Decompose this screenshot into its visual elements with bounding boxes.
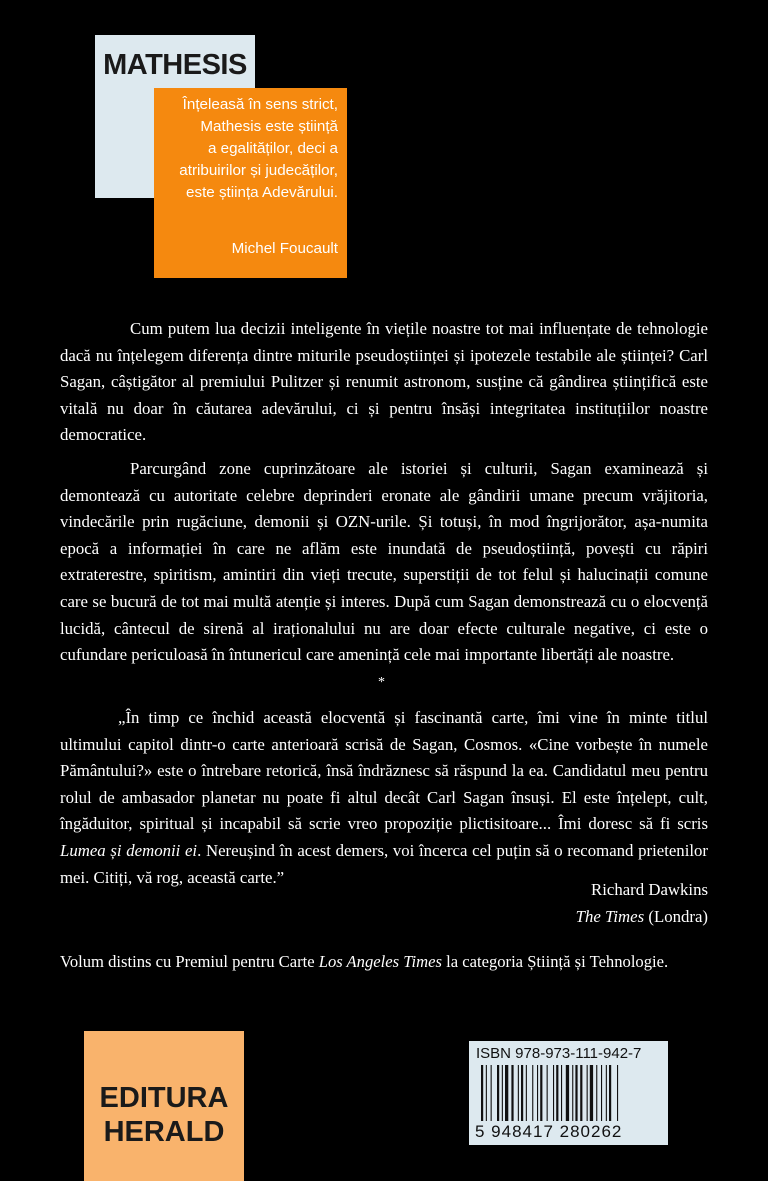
isbn-label: ISBN 978-973-111-942-7 <box>476 1045 642 1062</box>
epigraph-line: a egalităților, deci a <box>207 140 338 157</box>
blurb-paragraph-2-text: Parcurgând zone cuprinzătoare ale istoriei și culturii, Sagan examinează și demontează cu autoritate celebre deprinderi eronate ale gândirii umane precum vrăjitoria, vindecările prin rugăciune, demonii și OZN-urile. Și totuși, în mod îngrijorător, așa-numita epocă a informației în care ne aflăm este inundată de pseudoștiință, povești cu răpiri extraterestre, spiritism, amintiri din vieți trecute, superstiții de tot felul și halucinații comune care se bucură de tot mai multă atenție și interes. După cum Sagan demonstrează cu o elocvență lucidă, cântecul de sirenă al iraționalului nu are doar efecte culturale negative, ci este o cufundare periculoasă în întunericul care amenință cele mai importante libertăți ale noastre. <box>60 459 708 665</box>
barcode-bar <box>537 1065 538 1121</box>
review-author: Richard Dawkins <box>591 880 708 899</box>
series-title: MATHESIS <box>103 49 247 81</box>
review-source-title: The Times <box>575 906 645 926</box>
barcode-bar <box>491 1065 492 1121</box>
review-quote-text <box>60 705 708 891</box>
barcode-bar <box>518 1065 519 1121</box>
review-attribution <box>576 877 708 930</box>
publisher-name-line-1: EDITURA <box>99 1082 229 1114</box>
award-name: Los Angeles Times <box>318 952 442 971</box>
blurb-paragraph-2 <box>60 456 708 669</box>
barcode-bar <box>596 1065 597 1121</box>
barcode-bar <box>511 1065 513 1121</box>
barcode-bar <box>575 1065 577 1121</box>
barcode-bar <box>606 1065 607 1121</box>
barcode-bar <box>580 1065 582 1121</box>
section-separator: * <box>378 675 385 690</box>
epigraph-line: atribuirilor și judecăților, <box>179 162 338 179</box>
barcode-bar <box>521 1065 523 1121</box>
barcode-bar <box>481 1065 483 1121</box>
award-text-after: la categoria Știință și Tehnologie. <box>441 952 669 971</box>
review-quote <box>60 705 708 891</box>
publisher-name <box>84 1081 244 1149</box>
review-text-before: „În timp ce închid această elocventă și fascinantă carte, îmi vine în minte titlul ultimului capitol dintr-o carte anterioară scrisă de Sagan, Cosmos. «Cine vorbește în numele Pământului?» este o întrebare retorică, însă îndrăznesc să răspund la ea. Candidatul meu pentru rolul de ambasador planetar nu poate fi altul decât Carl Sagan însuși. El este înțelept, cult, îngăduitor, spiritual și incapabil să scrie vreo propoziție plictisitoare... Îmi doresc să fi scris <box>60 708 708 834</box>
barcode-bar <box>486 1065 487 1121</box>
blurb-paragraph-1-text: Cum putem lua decizii inteligente în viețile noastre tot mai influențate de tehnologie dacă nu înțelegem diferența dintre miturile pseudoștiinței și ipotezele testabile ale științei? Carl Sagan, câștigător al premiului Pulitzer și renumit astronom, susține că gândirea științifică este vitală nu doar în căutarea adevărului, ci și pentru însăși integritatea instituțiilor noastre democratice. <box>60 319 708 445</box>
publisher-logo <box>84 1031 244 1181</box>
epigraph-line: este știința Adevărului. <box>186 184 338 201</box>
barcode-bar <box>553 1065 554 1121</box>
barcode-bar <box>502 1065 503 1121</box>
barcode-bar <box>572 1065 573 1121</box>
barcode-bar <box>547 1065 548 1121</box>
review-source-location: (Londra) <box>644 906 708 926</box>
barcode-box <box>469 1041 668 1145</box>
barcode-bar <box>497 1065 499 1121</box>
barcode-bars <box>481 1065 661 1121</box>
review-book-title: Lumea și demonii ei <box>60 840 198 860</box>
barcode-bar <box>601 1065 602 1121</box>
barcode-bar <box>587 1065 588 1121</box>
barcode-bar <box>540 1065 542 1121</box>
blurb-paragraph-1 <box>60 316 708 449</box>
barcode-bar <box>609 1065 611 1121</box>
award-line <box>60 952 668 972</box>
award-text-before: Volum distins cu Premiul pentru Carte <box>60 952 319 971</box>
barcode-bar <box>526 1065 527 1121</box>
epigraph-text <box>158 94 338 204</box>
barcode-bar <box>617 1065 618 1121</box>
barcode-number: 5 948417 280262 <box>475 1122 623 1141</box>
review-source <box>576 904 708 931</box>
epigraph-author: Michel Foucault <box>231 240 338 257</box>
epigraph-line: Înțeleasă în sens strict, <box>182 96 338 113</box>
barcode-bar <box>505 1065 508 1121</box>
epigraph-line: Mathesis este știință <box>200 118 338 135</box>
barcode-bar <box>561 1065 562 1121</box>
publisher-name-line-2: HERALD <box>103 1116 225 1148</box>
barcode-bar <box>590 1065 593 1121</box>
epigraph-box <box>154 88 347 278</box>
review-text-after: . Nereușind în acest demers, voi încerca cel puțin să o recomand prietenilor mei. Citiți, vă rog, această carte.” <box>60 840 709 887</box>
barcode-bar <box>566 1065 569 1121</box>
barcode-bar <box>532 1065 533 1121</box>
barcode-bar <box>556 1065 558 1121</box>
